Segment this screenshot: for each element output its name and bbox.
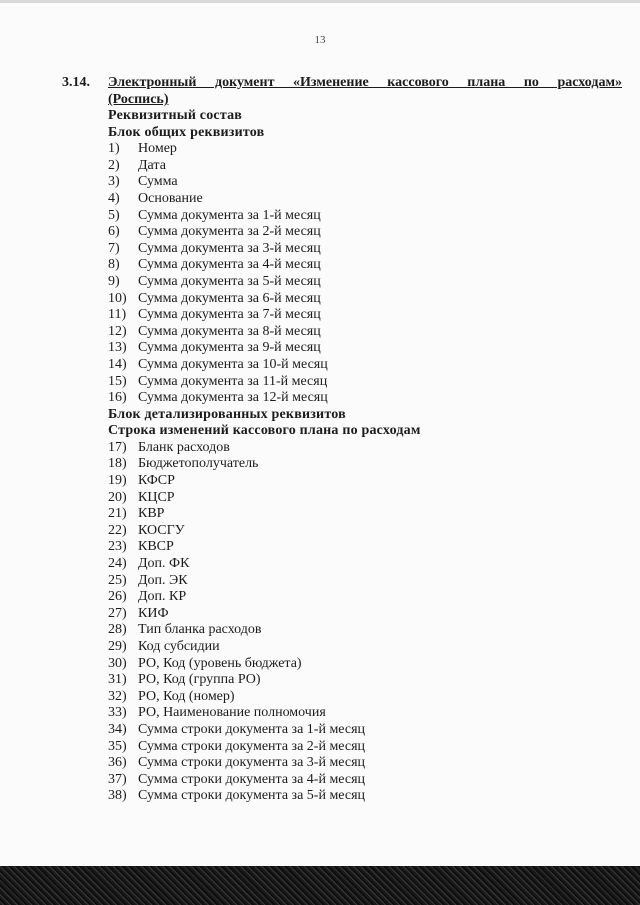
list-item (108, 307, 622, 324)
list-item-text: Бюджетополучатель (138, 456, 259, 472)
scan-edge (0, 0, 640, 3)
list-item-text: РО, Код (группа РО) (138, 672, 261, 688)
list-item-text: Номер (138, 141, 177, 157)
list-item (108, 739, 622, 756)
list-item-text: Сумма документа за 2-й месяц (138, 224, 321, 240)
detail-block-heading: Блок детализированных реквизитов (108, 406, 346, 422)
list-item-text: Код субсидии (138, 639, 220, 654)
list-item-number: 27) (108, 605, 127, 621)
list-item-text: Сумма документа за 12-й месяц (138, 390, 328, 406)
list-item-text: КВСР (138, 539, 174, 555)
list-item-text: Сумма документа за 4-й месяц (138, 257, 321, 273)
list-item-number: 10) (108, 290, 127, 306)
list-item-number: 25) (108, 572, 127, 588)
list-item (108, 374, 622, 391)
list-item-number: 21) (108, 506, 127, 522)
list-item (108, 390, 622, 407)
list-item (108, 357, 622, 374)
list-item-number: 37) (108, 771, 127, 787)
list-item-number: 3) (108, 174, 120, 190)
list-item (108, 656, 622, 673)
list-item-text: Сумма строки документа за 3-й месяц (138, 755, 366, 771)
list-item-text: Сумма строки документа за 1-й месяц (138, 721, 366, 737)
list-item (108, 191, 622, 208)
list-item-number: 24) (108, 556, 127, 572)
list-item-number: 35) (108, 738, 127, 754)
list-item (108, 490, 622, 507)
list-item (108, 672, 622, 689)
list-item-number: 16) (108, 390, 127, 406)
list-item-number: 1) (108, 141, 120, 157)
list-item (108, 689, 622, 706)
list-item-number: 13) (108, 340, 127, 356)
scan-bottom-border (0, 866, 640, 905)
list-item-text: Доп. КР (138, 589, 187, 605)
list-item (108, 257, 622, 274)
list-item-text: Сумма строки документа за 4-й месяц (138, 771, 366, 787)
composition-heading: Реквизитный состав (108, 108, 243, 123)
list-item-text: КИФ (138, 605, 169, 621)
section-heading (62, 74, 622, 91)
list-item (108, 589, 622, 606)
list-item-number: 29) (108, 639, 127, 654)
list-item (108, 755, 622, 772)
list-item-number: 11) (108, 307, 127, 323)
list-item-number: 38) (108, 788, 127, 804)
list-item (108, 208, 622, 225)
list-item (108, 705, 622, 722)
general-block-heading: Блок общих реквизитов (108, 124, 265, 140)
list-item (108, 573, 622, 590)
list-item-text: КФСР (138, 473, 175, 489)
section-body (108, 108, 622, 805)
list-item-text: КЦСР (138, 489, 175, 505)
list-item (108, 772, 622, 789)
section-number: 3.14. (62, 75, 90, 90)
list-item-text: РО, Код (уровень бюджета) (138, 655, 302, 671)
list-item-text: Бланк расходов (138, 439, 230, 455)
list-item (108, 506, 622, 523)
list-item (108, 141, 622, 158)
list-item-number: 20) (108, 489, 127, 505)
list-item-number: 31) (108, 672, 127, 688)
list-item-text: Сумма документа за 6-й месяц (138, 290, 321, 306)
list-item-text: Сумма документа за 7-й месяц (138, 307, 321, 323)
list-item (108, 523, 622, 540)
list-item-number: 4) (108, 190, 120, 206)
list-item-number: 19) (108, 473, 127, 489)
list-item-text: Сумма строки документа за 5-й месяц (138, 788, 366, 804)
list-item-number: 23) (108, 539, 127, 555)
list-item-number: 14) (108, 356, 127, 372)
list-item (108, 639, 622, 656)
list-item (108, 241, 622, 258)
list-item-text: Сумма документа за 9-й месяц (138, 340, 321, 356)
list-item (108, 274, 622, 291)
section-3-14 (62, 74, 622, 805)
list-item-text: Тип бланка расходов (138, 622, 262, 638)
list-item-text: РО, Наименование полномочия (138, 705, 326, 721)
list-item-text: Сумма документа за 11-й месяц (138, 373, 328, 389)
list-item-number: 17) (108, 439, 127, 455)
list-item-number: 36) (108, 755, 127, 771)
list-item (108, 788, 622, 805)
list-item (108, 440, 622, 457)
list-item-number: 28) (108, 622, 127, 638)
list-item (108, 291, 622, 308)
list-item (108, 456, 622, 473)
list-item-number: 12) (108, 323, 127, 339)
list-item (108, 324, 622, 341)
list-item-number: 9) (108, 273, 120, 289)
list-item-number: 5) (108, 207, 120, 223)
list-item (108, 340, 622, 357)
list-item (108, 224, 622, 241)
list-item-number: 15) (108, 373, 127, 389)
list-item-number: 30) (108, 655, 127, 671)
list-item-text: КВР (138, 506, 165, 522)
page-number: 13 (314, 34, 326, 46)
list-item-text: Сумма (138, 174, 178, 190)
list-item-text: Основание (138, 190, 203, 206)
list-item-number: 26) (108, 589, 127, 605)
list-item-text: Сумма строки документа за 2-й месяц (138, 738, 366, 754)
list-item-text: Доп. ФК (138, 556, 190, 572)
list-item-number: 34) (108, 721, 127, 737)
detail-block-subheading: Строка изменений кассового плана по расходам (108, 423, 421, 439)
list-item-text: КОСГУ (138, 522, 185, 538)
list-item-number: 2) (108, 157, 120, 173)
list-item-text: Доп. ЭК (138, 572, 188, 588)
list-item-number: 32) (108, 688, 127, 704)
section-title-subtitle: (Роспись) (108, 92, 169, 107)
list-item-text: Сумма документа за 8-й месяц (138, 323, 321, 339)
list-item (108, 556, 622, 573)
detail-block-list (108, 440, 622, 805)
list-item-text: Сумма документа за 1-й месяц (138, 207, 321, 223)
list-item-text: Дата (138, 157, 166, 173)
list-item (108, 539, 622, 556)
section-title: Электронный документ «Изменение кассового плана по расходам» (108, 75, 622, 90)
list-item (108, 473, 622, 490)
list-item-number: 33) (108, 705, 127, 721)
list-item-text: Сумма документа за 3-й месяц (138, 240, 321, 256)
list-item-text: Сумма документа за 5-й месяц (138, 273, 321, 289)
list-item (108, 606, 622, 623)
list-item-text: Сумма документа за 10-й месяц (138, 356, 328, 372)
list-item (108, 722, 622, 739)
list-item-number: 8) (108, 257, 120, 273)
list-item (108, 158, 622, 175)
list-item (108, 174, 622, 191)
general-block-list (108, 141, 622, 407)
list-item (108, 622, 622, 639)
list-item-number: 6) (108, 224, 120, 240)
list-item-number: 18) (108, 456, 127, 472)
list-item-text: РО, Код (номер) (138, 688, 235, 704)
list-item-number: 22) (108, 522, 127, 538)
list-item-number: 7) (108, 240, 120, 256)
